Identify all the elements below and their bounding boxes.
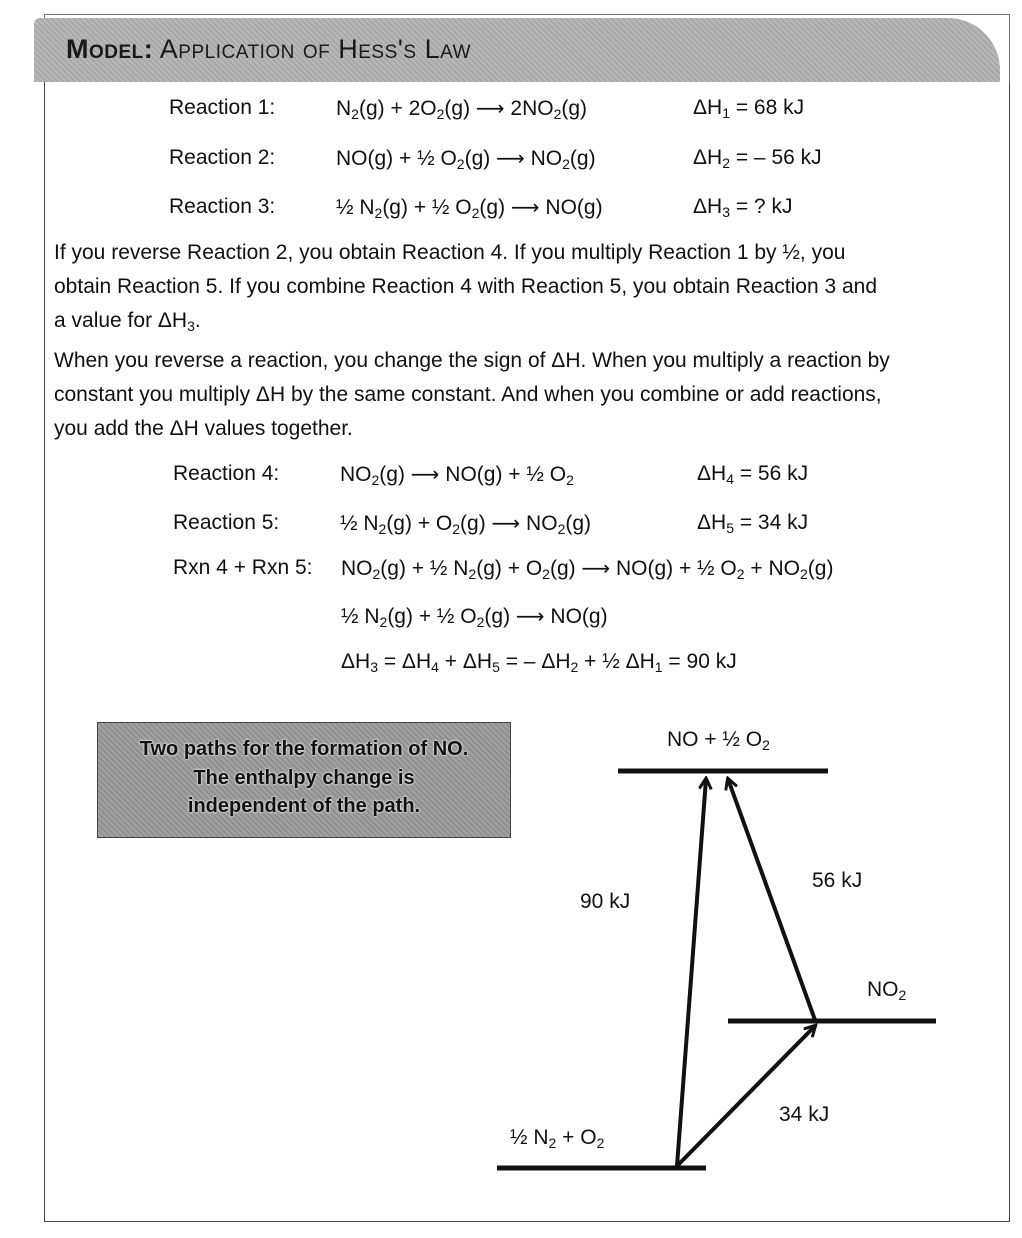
reaction-2-label: Reaction 2: [169, 146, 276, 169]
callout-line-1: Two paths for the formation of NO. [139, 738, 469, 760]
reaction-1-equation: $N_2(g) + 2O_2(g)$ ⟶ $2NO_2(g)$ [336, 96, 588, 122]
reaction-4-label: Reaction 4: [173, 462, 280, 485]
high-step-label: 56 kJ [812, 869, 863, 892]
reaction-5-label: Reaction 5: [173, 511, 280, 534]
reaction-arrow-icon: ⟶ [496, 146, 525, 170]
bottom-level-label: ½ $N_2 + O_2$ [510, 1126, 605, 1151]
reaction-5-equation: ½ $N_2(g) + O_2(g)$ ⟶ $NO_2(g)$ [340, 511, 592, 537]
reaction-5-enthalpy: $\Delta H_5 = 34$ kJ [697, 511, 809, 536]
net-reaction: ½ $N_2(g)$ + ½ $O_2(g)$ ⟶ NO(g) [341, 604, 608, 630]
reaction-3-enthalpy: $\Delta H_3$ = ? kJ [693, 195, 793, 220]
model-label: Model: [66, 34, 154, 64]
high-step-arrow [728, 779, 815, 1020]
reaction-2-enthalpy: $\Delta H_2$ = – 56 kJ [693, 146, 822, 171]
reaction-arrow-icon: ⟶ [581, 556, 611, 580]
reaction-arrow-icon: ⟶ [510, 195, 540, 219]
combined-equation: $NO_2(g)$ + ½ $N_2(g) + O_2(g)$ ⟶ NO(g) + ½ $O_2 + NO_2(g)$ [341, 556, 834, 582]
low-step-label: 34 kJ [779, 1103, 830, 1126]
reaction-4-enthalpy: $\Delta H_4 = 56$ kJ [697, 462, 809, 487]
paragraph-1: If you reverse Reaction 2, you obtain Reaction 4. If you multiply Reaction 1 by ½, you obtain Reaction 5. If you combine Reaction 4 with Reaction 5, you obtain Reaction 3 and a value for $\Delta H_3$. [54, 241, 878, 334]
direct-path-arrow [677, 779, 706, 1166]
callout-line-2: The enthalpy change is [193, 767, 415, 789]
callout-line-3: independent of the path. [187, 795, 421, 817]
model-title: Application of Hess's Law [159, 34, 472, 64]
reaction-arrow-icon: ⟶ [475, 96, 505, 120]
reaction-3-label: Reaction 3: [169, 195, 276, 218]
direct-path-label: 90 kJ [580, 890, 631, 913]
reaction-arrow-icon: ⟶ [410, 462, 440, 486]
reaction-2-equation: NO(g) + ½ $O_2(g)$ ⟶ $NO_2(g)$ [336, 146, 596, 172]
reaction-arrow-icon: ⟶ [515, 604, 545, 628]
reaction-3-equation: ½ $N_2(g)$ + ½ $O_2(g)$ ⟶ NO(g) [336, 195, 603, 221]
reaction-1-label: Reaction 1: [169, 96, 276, 119]
paragraph-2: When you reverse a reaction, you change the sign of ΔH. When you multiply a reaction by constant you multiply ΔH by the same constant. And when you combine or add reactions, you add the ΔH values together. [54, 349, 890, 440]
enthalpy-sum: $\Delta H_3 = \Delta H_4 + \Delta H_5$ = – $\Delta H_2$ + ½ $\Delta H_1 = 90$ kJ [341, 650, 737, 675]
combined-label: Rxn 4 + Rxn 5: [173, 556, 313, 579]
reaction-arrow-icon: ⟶ [491, 511, 521, 535]
top-level-label: NO + ½ $O_2$ [667, 728, 770, 753]
reaction-4-equation: $NO_2(g)$ ⟶ NO(g) + ½ $O_2$ [340, 462, 574, 488]
reaction-1-enthalpy: $\Delta H_1 = 68$ kJ [693, 96, 805, 121]
middle-level-label: $NO_2$ [867, 978, 907, 1003]
low-step-arrow [677, 1026, 815, 1166]
